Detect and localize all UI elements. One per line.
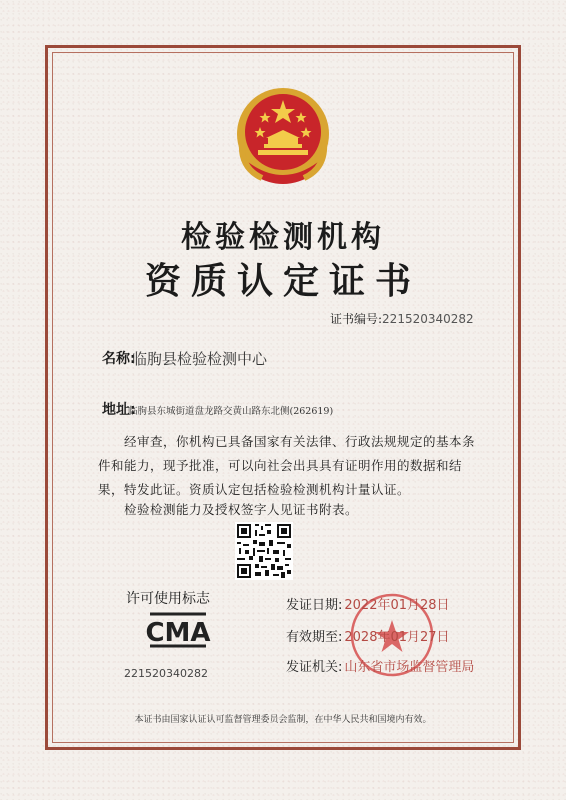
qr-code-icon xyxy=(235,522,293,580)
cma-logo-text: CMA xyxy=(145,618,211,648)
cma-logo-icon xyxy=(140,608,216,652)
license-mark-number: 221520340282 xyxy=(124,667,208,680)
issuing-authority-row xyxy=(286,656,474,675)
national-emblem-icon xyxy=(228,82,338,192)
license-mark-title: 许可使用标志 xyxy=(126,591,210,607)
certificate-number-value: 221520340282 xyxy=(382,312,474,326)
annex-note: 检验检测能力及授权签字人见证书附表。 xyxy=(124,502,359,517)
issuing-authority-value: 山东省市场监督管理局 xyxy=(344,660,475,675)
title-line-1: 检验检测机构 xyxy=(181,220,385,255)
certificate-number xyxy=(330,310,474,327)
footer-note: 本证书由国家认证认可监督管理委员会监制，在中华人民共和国境内有效。 xyxy=(134,715,432,725)
issue-date-label: 发证日期: xyxy=(286,598,343,613)
valid-until-row xyxy=(286,626,450,645)
approval-text: 经审查，你机构已具备国家有关法律、行政法规规定的基本条件和能力，现予批准，可以向社会出具具有证明作用的数据和结果，特发此证。资质认定包括检验检测机构计量认证。 xyxy=(98,434,476,497)
name-value: 临朐县检验检测中心 xyxy=(132,350,268,368)
valid-until-label: 有效期至: xyxy=(286,630,343,645)
address-label: 地址: xyxy=(102,402,136,418)
name-label: 名称: xyxy=(102,351,136,367)
title-line-2: 资质认定证书 xyxy=(144,261,421,302)
certificate-number-label: 证书编号: xyxy=(330,312,383,326)
address-value: 临朐县东城街道盘龙路交黄山路东北侧(262619) xyxy=(128,406,334,417)
approval-statement xyxy=(98,430,476,502)
issue-date-value: 2022年01月28日 xyxy=(344,598,450,613)
issue-date-row xyxy=(286,594,450,613)
issuing-authority-label: 发证机关: xyxy=(286,660,343,675)
valid-until-value: 2028年01月27日 xyxy=(344,630,450,645)
